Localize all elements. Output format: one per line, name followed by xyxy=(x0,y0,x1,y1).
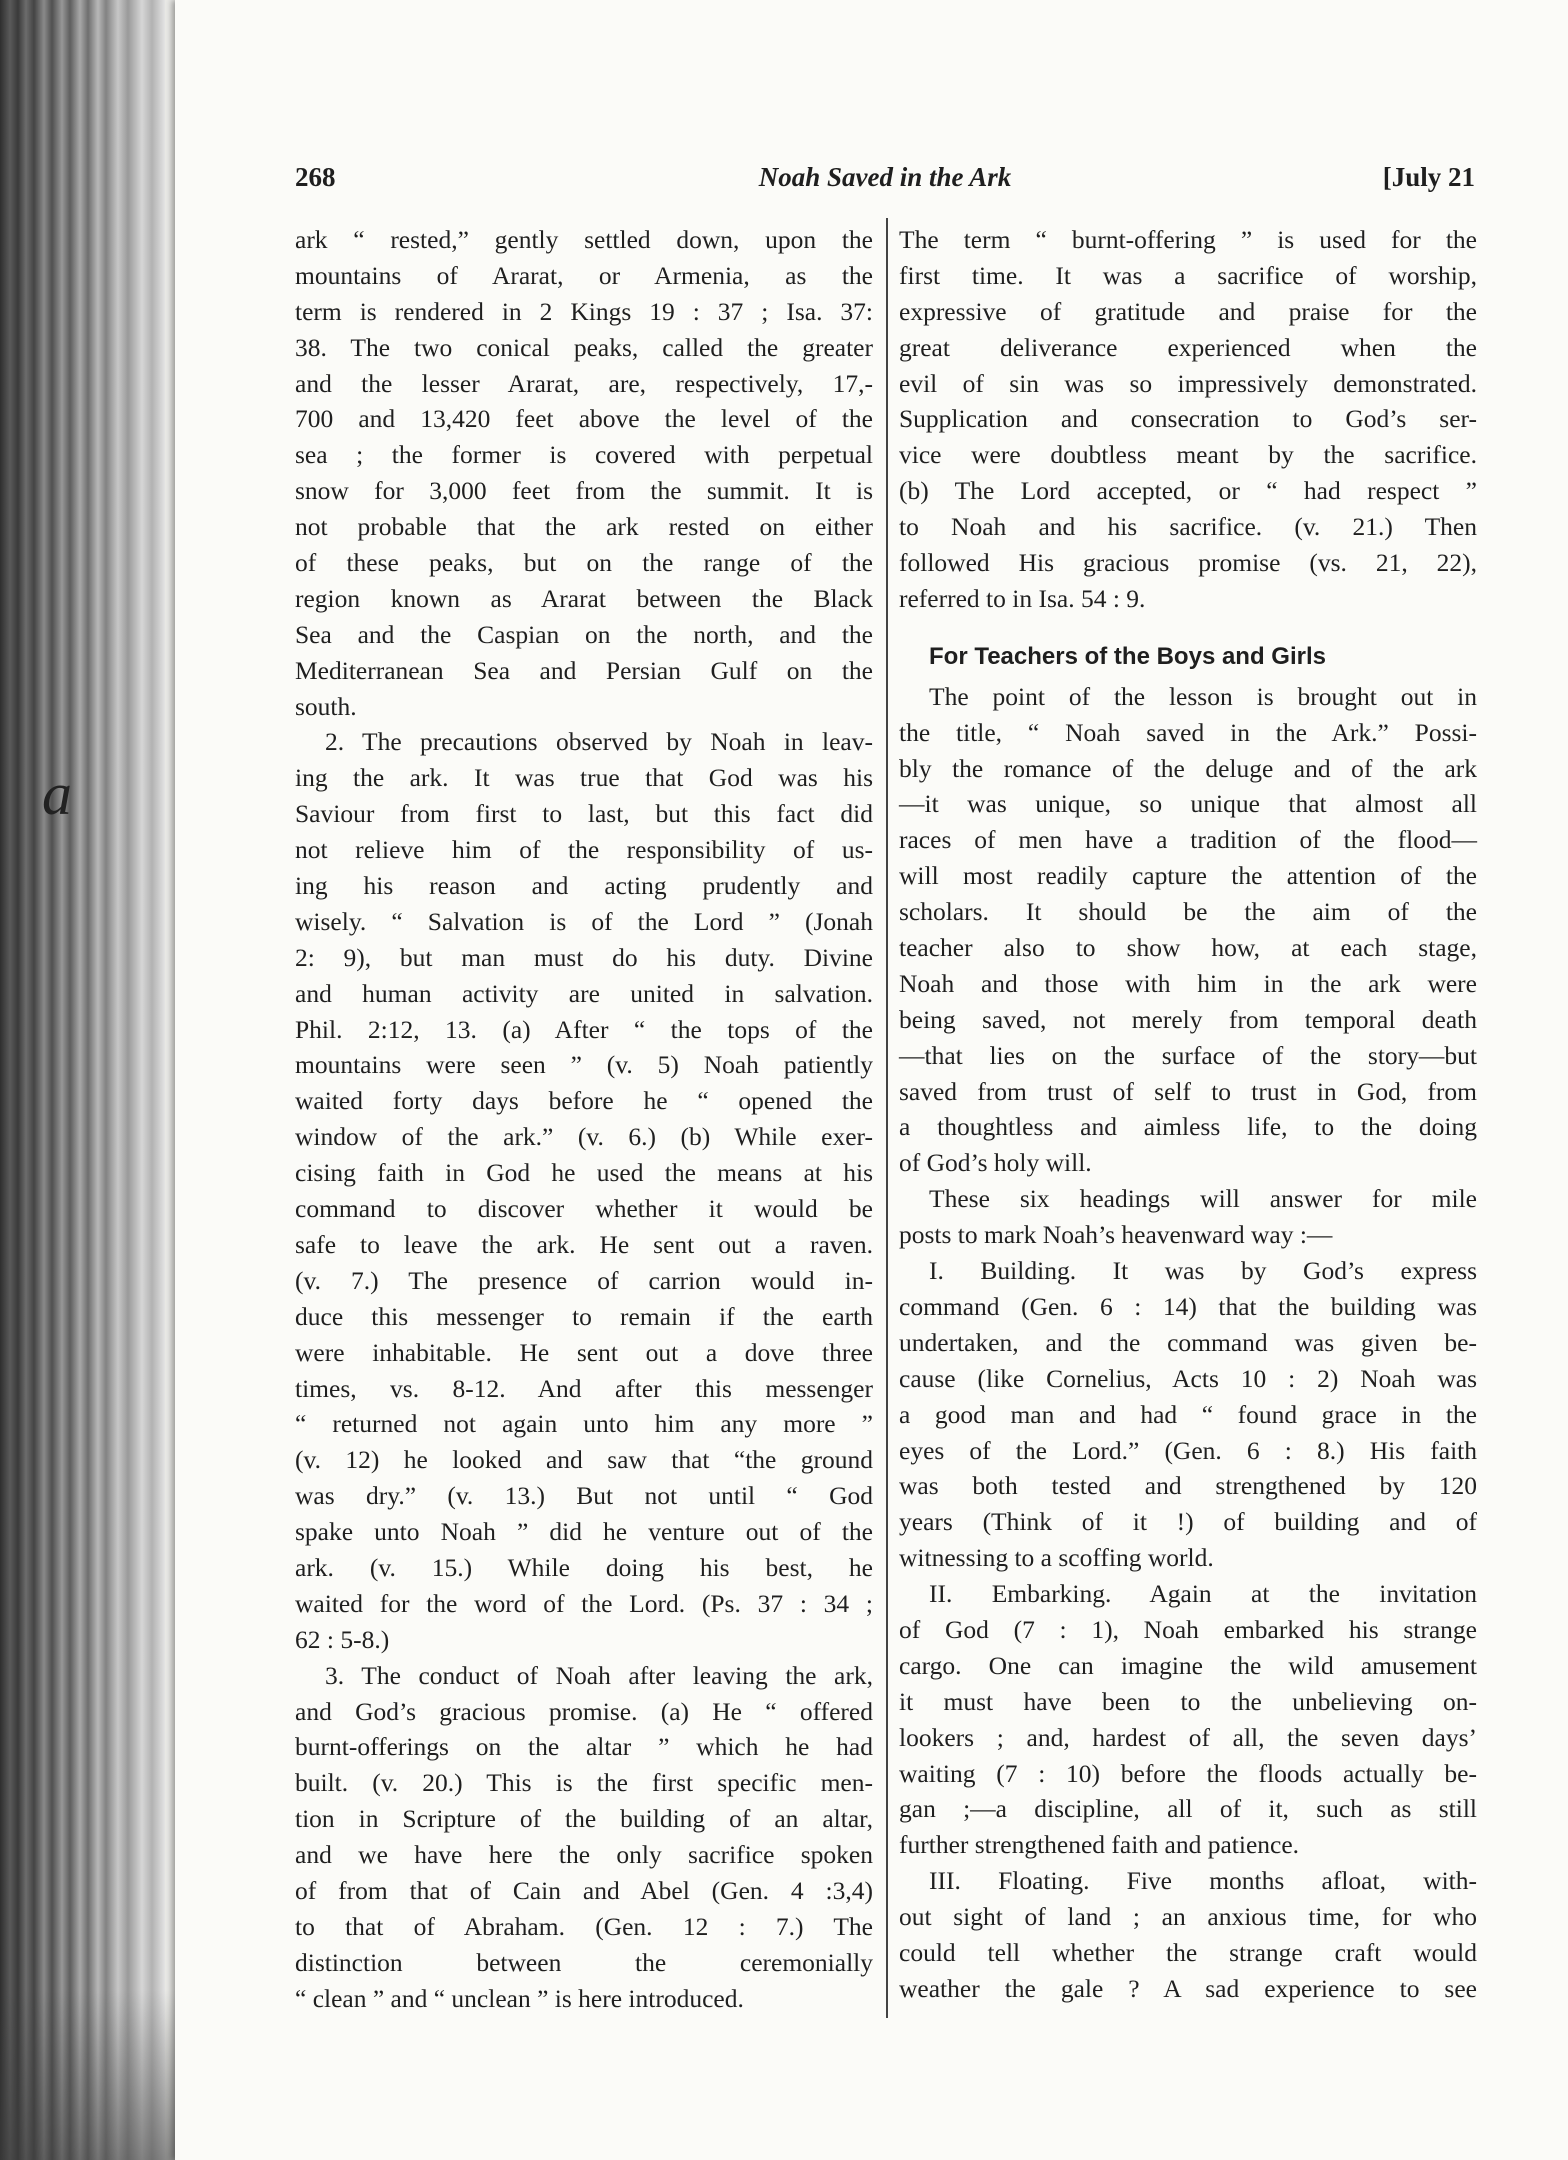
text-line: distinction between the ceremonially xyxy=(295,1947,873,1977)
text-line: 2. The precautions observed by Noah in leav- xyxy=(325,727,873,757)
text-line: window of the ark.” (v. 6.) (b) While exer- xyxy=(295,1122,873,1152)
text-line: was dry.” (v. 13.) But not until “ God xyxy=(295,1481,873,1511)
spine-shadow xyxy=(0,1990,180,2160)
text-line: spake unto Noah ” did he venture out of the xyxy=(295,1517,873,1547)
text-line: wisely. “ Salvation is of the Lord ” (Jonah xyxy=(295,906,873,936)
text-line: and we have here the only sacrifice spoken xyxy=(295,1840,873,1870)
text-line: and God’s gracious promise. (a) He “ offered xyxy=(295,1696,873,1726)
text-line: 700 and 13,420 feet above the level of the xyxy=(295,404,873,434)
text-line: mountains of Ararat, or Armenia, as the xyxy=(295,260,873,290)
text-line: (b) The Lord accepted, or “ had respect ” xyxy=(899,476,1477,506)
text-line: was both tested and strengthened by 120 xyxy=(899,1471,1477,1501)
text-line: sea ; the former is covered with perpetual xyxy=(295,440,873,470)
text-line: out sight of land ; an anxious time, for who xyxy=(899,1902,1477,1932)
text-line: command to discover whether it would be xyxy=(295,1194,873,1224)
text-line: cause (like Cornelius, Acts 10 : 2) Noah was xyxy=(899,1363,1477,1393)
text-line: will most readily capture the attention of the xyxy=(899,861,1477,891)
text-line: mountains were seen ” (v. 5) Noah patiently xyxy=(295,1050,873,1080)
text-line: Supplication and consecration to God’s ser- xyxy=(899,404,1477,434)
text-line: times, vs. 8-12. And after this messenger xyxy=(295,1373,873,1403)
text-line: eyes of the Lord.” (Gen. 6 : 8.) His faith xyxy=(899,1435,1477,1465)
right-column-part-a xyxy=(899,222,1477,617)
text-line: waited for the word of the Lord. (Ps. 37 : 34 ; xyxy=(295,1588,873,1618)
text-line: a thoughtless and aimless life, to the doing xyxy=(899,1112,1477,1142)
text-line: and the lesser Ararat, are, respectively, 17,- xyxy=(295,368,873,398)
text-line: it must have been to the unbelieving on- xyxy=(899,1686,1477,1716)
text-line: to Noah and his sacrifice. (v. 21.) Then xyxy=(899,512,1477,542)
text-line: years (Think of it !) of building and of xyxy=(899,1507,1477,1537)
text-line: followed His gracious promise (vs. 21, 22), xyxy=(899,548,1477,578)
text-line: the title, “ Noah saved in the Ark.” Possi- xyxy=(899,717,1477,747)
text-line: of these peaks, but on the range of the xyxy=(295,548,873,578)
text-line: 38. The two conical peaks, called the greater xyxy=(295,332,873,362)
text-line: term is rendered in 2 Kings 19 : 37 ; Isa. 37: xyxy=(295,296,873,326)
text-line: snow for 3,000 feet from the summit. It is xyxy=(295,476,873,506)
right-column-part-b xyxy=(899,679,1477,2007)
text-line: —that lies on the surface of the story—but xyxy=(899,1040,1477,1070)
text-line: “ clean ” and “ unclean ” is here introduced. xyxy=(295,1983,744,2013)
text-line: waited forty days before he “ opened the xyxy=(295,1086,873,1116)
text-line: saved from trust of self to trust in God, from xyxy=(899,1076,1477,1106)
text-line: Mediterranean Sea and Persian Gulf on the xyxy=(295,655,873,685)
text-line: ark “ rested,” gently settled down, upon the xyxy=(295,225,873,254)
text-line: “ returned not again unto him any more ” xyxy=(295,1409,873,1439)
text-line: evil of sin was so impressively demonstrated. xyxy=(899,368,1477,398)
text-line: further strengthened faith and patience. xyxy=(899,1830,1300,1860)
text-line: 3. The conduct of Noah after leaving the ark, xyxy=(325,1660,873,1690)
text-line: The point of the lesson is brought out in xyxy=(929,681,1477,711)
text-line: not probable that the ark rested on either xyxy=(295,512,873,542)
text-line: bly the romance of the deluge and of the ark xyxy=(899,753,1477,783)
book-spine-edge xyxy=(0,0,165,2160)
running-date: [July 21 xyxy=(1382,162,1475,192)
text-line: Phil. 2:12, 13. (a) After “ the tops of the xyxy=(295,1014,873,1044)
text-line: being saved, not merely from temporal death xyxy=(899,1004,1477,1034)
text-line: first time. It was a sacrifice of worship, xyxy=(899,260,1477,290)
running-title: Noah Saved in the Ark xyxy=(758,162,1012,192)
text-line: Saviour from first to last, but this fact did xyxy=(295,799,873,829)
text-line: duce this messenger to remain if the earth xyxy=(295,1301,873,1331)
text-line: Noah and those with him in the ark were xyxy=(899,968,1477,998)
text-line: (v. 12) he looked and saw that “the ground xyxy=(295,1445,873,1475)
text-line: posts to mark Noah’s heavenward way :— xyxy=(899,1220,1333,1250)
column-divider xyxy=(886,218,888,2018)
text-line: scholars. It should be the aim of the xyxy=(899,897,1477,927)
text-line: gan ;—a discipline, all of it, such as still xyxy=(899,1794,1477,1824)
text-line: waiting (7 : 10) before the floods actually be- xyxy=(899,1758,1477,1788)
text-line: of God (7 : 1), Noah embarked his strange xyxy=(899,1614,1477,1644)
text-line: not relieve him of the responsibility of us- xyxy=(295,835,873,865)
text-line: of God’s holy will. xyxy=(899,1148,1092,1178)
section-heading: For Teachers of the Boys and Girls xyxy=(929,642,1326,670)
text-line: south. xyxy=(295,691,357,721)
page-number: 268 xyxy=(295,162,336,192)
text-line: built. (v. 20.) This is the first specific men- xyxy=(295,1768,873,1798)
text-line: races of men have a tradition of the flood— xyxy=(899,825,1477,855)
text-line: of from that of Cain and Abel (Gen. 4 :3,4) xyxy=(295,1875,873,1905)
text-line: lookers ; and, hardest of all, the seven days’ xyxy=(899,1722,1477,1752)
text-line: to that of Abraham. (Gen. 12 : 7.) The xyxy=(295,1911,873,1941)
text-line: ing the ark. It was true that God was his xyxy=(295,763,873,793)
text-line: tion in Scripture of the building of an altar, xyxy=(295,1804,873,1834)
section-spacer xyxy=(899,617,1477,639)
text-line: ark. (v. 15.) While doing his best, he xyxy=(295,1552,873,1582)
text-line: Sea and the Caspian on the north, and the xyxy=(295,619,873,649)
margin-mark: a xyxy=(42,761,72,827)
text-line: —it was unique, so unique that almost all xyxy=(899,789,1477,819)
text-line: 62 : 5-8.) xyxy=(295,1624,390,1654)
text-line: teacher also to show how, at each stage, xyxy=(899,933,1477,963)
text-line: (v. 7.) The presence of carrion would in- xyxy=(295,1265,873,1295)
text-line: cising faith in God he used the means at his xyxy=(295,1158,873,1188)
left-column xyxy=(295,222,873,2012)
text-line: These six headings will answer for mile xyxy=(929,1184,1477,1214)
text-line: cargo. One can imagine the wild amusement xyxy=(899,1650,1477,1680)
text-line: II. Embarking. Again at the invitation xyxy=(929,1579,1477,1609)
text-line: great deliverance experienced when the xyxy=(899,332,1477,362)
text-line: referred to in Isa. 54 : 9. xyxy=(899,583,1146,613)
text-line: burnt-offerings on the altar ” which he had xyxy=(295,1732,873,1762)
text-line: III. Floating. Five months afloat, with- xyxy=(929,1866,1477,1896)
text-line: and human activity are united in salvation. xyxy=(295,978,873,1008)
text-line: 2: 9), but man must do his duty. Divine xyxy=(295,942,873,972)
running-head xyxy=(295,158,1475,198)
text-line: ing his reason and acting prudently and xyxy=(295,871,873,901)
text-line: region known as Ararat between the Black xyxy=(295,583,873,613)
text-line: witnessing to a scoffing world. xyxy=(899,1543,1214,1573)
text-line: were inhabitable. He sent out a dove three xyxy=(295,1337,873,1367)
text-line: The term “ burnt-offering ” is used for the xyxy=(899,225,1477,254)
text-line: I. Building. It was by God’s express xyxy=(929,1256,1477,1286)
right-column xyxy=(899,222,1477,2012)
text-line: undertaken, and the command was given be- xyxy=(899,1327,1477,1357)
text-line: safe to leave the ark. He sent out a raven. xyxy=(295,1229,873,1259)
text-line: weather the gale ? A sad experience to see xyxy=(899,1973,1477,2003)
text-line: vice were doubtless meant by the sacrifice. xyxy=(899,440,1477,470)
text-line: could tell whether the strange craft would xyxy=(899,1937,1477,1967)
text-line: a good man and had “ found grace in the xyxy=(899,1399,1477,1429)
text-line: command (Gen. 6 : 14) that the building was xyxy=(899,1291,1477,1321)
book-page xyxy=(175,0,1568,2160)
text-line: expressive of gratitude and praise for the xyxy=(899,296,1477,326)
